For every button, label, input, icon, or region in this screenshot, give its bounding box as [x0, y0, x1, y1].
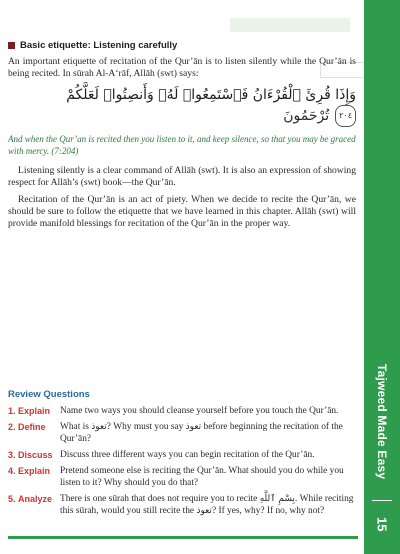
question-item — [8, 421, 356, 445]
question-label: Explain — [18, 466, 51, 476]
quran-verse-line-1: وَإِذَا قُرِئَ ٱلْقُرْءَانُ فَٱسْتَمِعُوا۟ لَهُۥ وَأَنصِتُوا۟ لَعَلَّكُمْ — [66, 87, 356, 103]
main-content — [8, 40, 356, 235]
question-text: Discuss three different ways you can begin recitation of the Qur’ān. — [60, 450, 315, 460]
review-title: Review Questions — [8, 389, 90, 400]
question-text: What is تعوذ? Why must you say تعوذ before beginning the recitation of the Qur’ān? — [60, 422, 343, 444]
question-text: There is one sūrah that does not require you to recite بِسْمِ ٱللَّهِ. While reciting this sūrah, would you still recite the تعوذ? If yes, why? If no, why not? — [60, 494, 354, 516]
question-text: Name two ways you should cleanse yourself before you touch the Qur’ān. — [60, 406, 339, 416]
question-number: 1. — [8, 406, 16, 416]
sidebar-divider — [372, 500, 392, 501]
question-item — [8, 449, 356, 461]
quran-verse-end: تُرْحَمُونَ — [283, 108, 330, 124]
quran-verse-line-2 — [8, 105, 356, 127]
question-item — [8, 405, 356, 417]
page-number — [364, 506, 400, 542]
question-item — [8, 493, 356, 517]
ayah-number-marker: ٢٠٤ — [335, 105, 356, 127]
question-label: Analyze — [18, 494, 53, 504]
question-number: 2. — [8, 422, 16, 432]
question-number: 5. — [8, 494, 16, 504]
section-title: Basic etiquette: Listening carefully — [20, 40, 178, 51]
intro-paragraph: An important etiquette of recitation of the Qur’ān is to listen silently while the Qur’ān is being recited. In sūrah Al-A‘rāf, Allāh (swt) says: — [8, 56, 356, 79]
question-item — [8, 465, 356, 489]
question-number: 4. — [8, 466, 16, 476]
question-label: Discuss — [18, 450, 53, 460]
question-label: Explain — [18, 406, 51, 416]
paragraph-listening: Listening silently is a clear command of Allāh (swt). It is also an expression of showing respect for Allāh’s (swt) book—the Qur’ān. — [8, 165, 356, 188]
question-number: 3. — [8, 450, 16, 460]
section-heading — [8, 40, 356, 51]
heading-bullet-icon — [8, 42, 15, 49]
arabic-term: تعوذ — [91, 422, 107, 432]
footer-rule — [8, 536, 358, 539]
book-title: Tajweed Made Easy — [375, 364, 389, 480]
arabic-term: تعوذ — [196, 506, 212, 516]
arabic-term: تعوذ — [185, 422, 202, 432]
page-number-text: 15 — [374, 516, 390, 532]
book-title-vertical — [364, 352, 400, 492]
question-text: Pretend someone else is reciting the Qur’ān. What should you do while you listen to it? Why should you do that? — [60, 466, 344, 488]
arabic-term: بِسْمِ ٱللَّهِ — [259, 494, 295, 504]
review-questions — [8, 389, 356, 521]
paragraph-recitation: Recitation of the Qur’ān is an act of piety. When we decide to recite the Qur’ān, we should be sure to follow the etiquette that we have learned in this chapter. Allāh (swt) will provide manifold blessings for recitation of the Qur’ān in the proper way. — [8, 194, 356, 229]
verse-translation: And when the Qur’an is recited then you listen to it, and keep silence, so that you may be graced with mercy. (7:204) — [8, 134, 356, 156]
question-label: Define — [18, 422, 46, 432]
bleed-through-band — [230, 18, 350, 32]
